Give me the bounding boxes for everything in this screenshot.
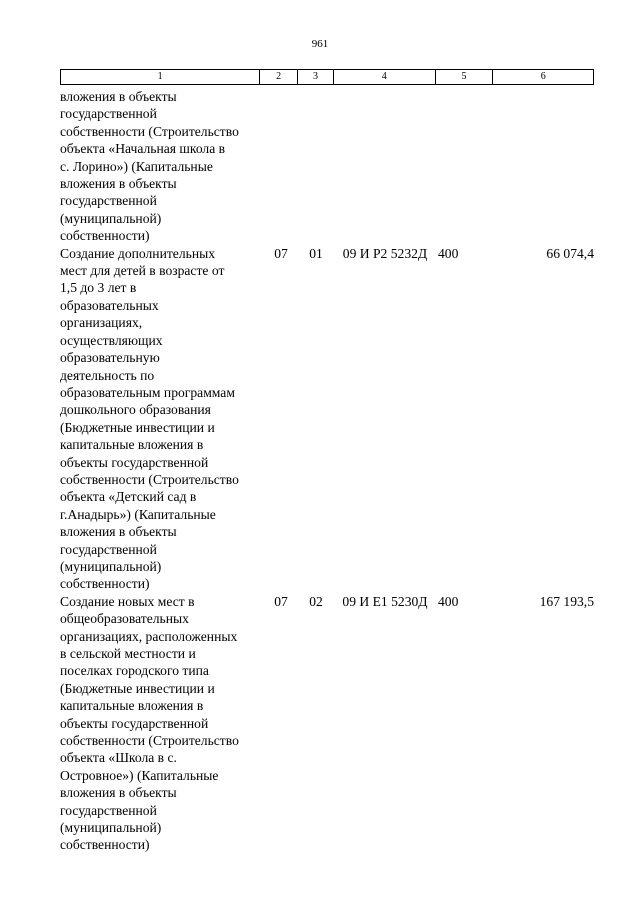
row-target-code: 09 И Р2 5232Д xyxy=(342,245,428,261)
table-row xyxy=(60,593,594,854)
table-row xyxy=(60,245,594,593)
row-subsection: 01 xyxy=(309,245,323,261)
row-section: 07 xyxy=(274,593,288,609)
table-row xyxy=(60,88,594,245)
row-target-code: 09 И Е1 5230Д xyxy=(342,593,428,609)
row-amount: 167 193,5 xyxy=(539,593,594,609)
header-col-4: 4 xyxy=(334,70,436,84)
table-header xyxy=(60,69,594,85)
row-name: Создание новых мест в общеобразовательных организациях, расположенных в сельской местности и поселках городского типа (Бюджетные инвестиции и капитальные вложения в объекты государственной собственности (Строительство объекта «Школа в с. Островное») (Капитальные вложения в объекты государственной (муниципальной) собственности) xyxy=(60,593,239,853)
header-col-5: 5 xyxy=(436,70,494,84)
row-name: Создание дополнительных мест для детей в возрасте от 1,5 до 3 лет в образовательных организациях, осуществляющих образовательную деятельность по образовательным программам дошкольного образования (Бюджетные инвестиции и капитальные вложения в объекты государственной собственности (Строительство объекта «Детский сад в г.Анадырь») (Капитальные вложения в объекты государственной (муниципальной) собственности) xyxy=(60,245,239,592)
row-section: 07 xyxy=(274,245,288,261)
header-col-6: 6 xyxy=(540,71,546,82)
table-body xyxy=(60,88,594,854)
row-expense-type: 400 xyxy=(438,245,459,261)
row-amount: 66 074,4 xyxy=(546,245,594,261)
row-expense-type: 400 xyxy=(438,593,459,609)
row-subsection: 02 xyxy=(309,593,323,609)
header-col-3: 3 xyxy=(298,70,334,84)
page-number: 961 xyxy=(311,38,329,50)
row-name: вложения в объекты государственной собственности (Строительство объекта «Начальная школа в с. Лорино») (Капитальные вложения в объекты государственной (муниципальной) собственности) xyxy=(60,89,239,244)
header-col-2: 2 xyxy=(260,70,298,84)
header-col-1: 1 xyxy=(61,70,260,84)
